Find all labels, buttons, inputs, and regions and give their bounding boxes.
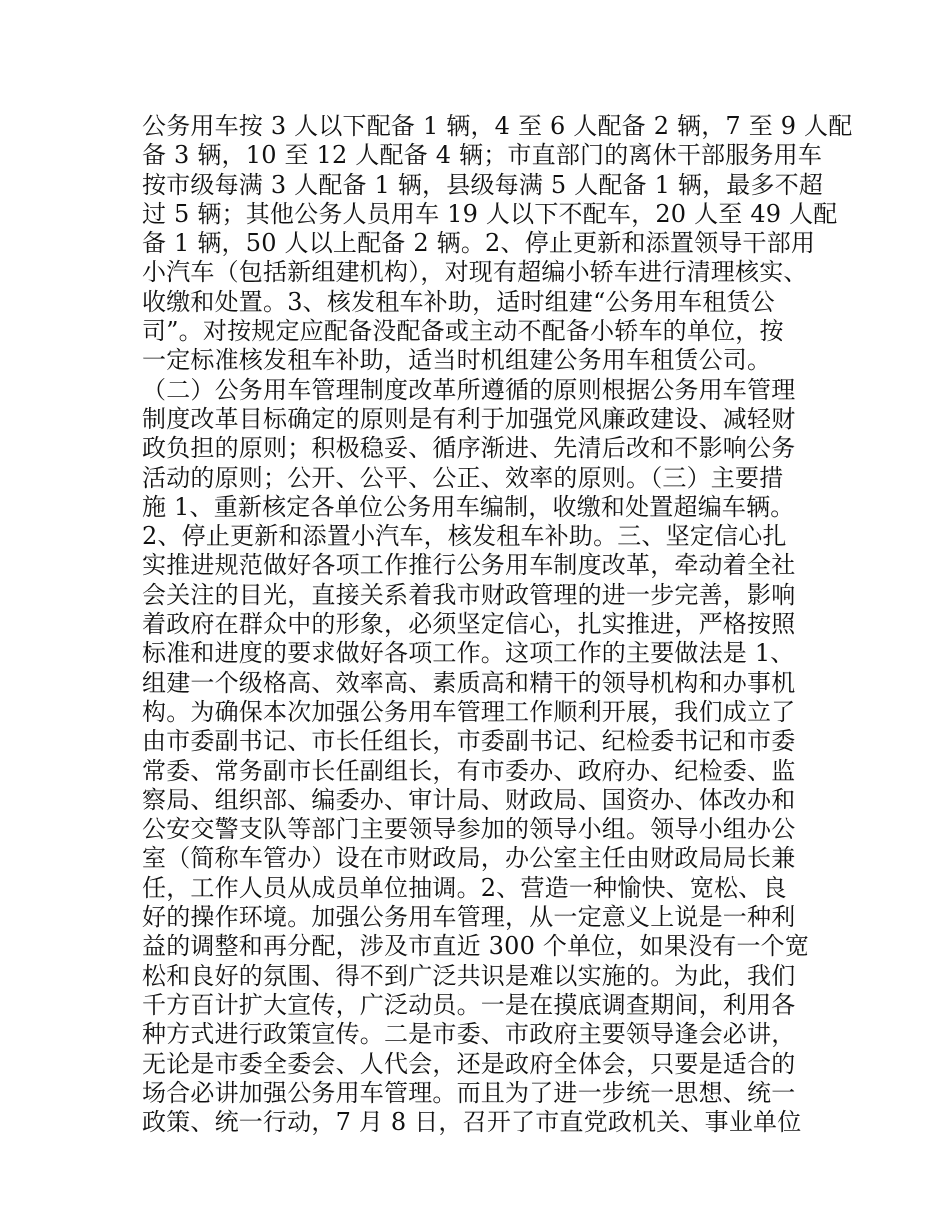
- body-text: [142, 112, 853, 1137]
- text-line: 备 1 辆，50 人以上配备 2 辆。2、停止更新和添置领导干部用: [142, 229, 816, 258]
- text-line: 着政府在群众中的形象，必须坚定信心，扎实推进，严格按照: [142, 610, 796, 639]
- text-line: 标准和进度的要求做好各项工作。这项工作的主要做法是 1、: [142, 639, 795, 668]
- text-line: 察局、组织部、编委办、审计局、财政局、国资办、体改办和: [142, 785, 796, 814]
- text-line: 组建一个级格高、效率高、素质高和精干的领导机构和办事机: [142, 668, 796, 697]
- text-line: 益的调整和再分配，涉及市直近 300 个单位，如果没有一个宽: [142, 932, 810, 961]
- text-line: 活动的原则；公开、公平、公正、效率的原则。（三）主要措: [142, 463, 784, 492]
- text-line: 按市级每满 3 人配备 1 辆，县级每满 5 人配备 1 辆，最多不超: [142, 170, 824, 199]
- text-line: 政负担的原则；积极稳妥、循序渐进、先清后改和不影响公务: [142, 434, 796, 463]
- text-line: 好的操作环境。加强公务用车管理，从一定意义上说是一种利: [142, 903, 796, 932]
- text-line: 构。为确保本次加强公务用车管理工作顺利开展，我们成立了: [142, 697, 796, 726]
- text-line: 种方式进行政策宣传。二是市委、市政府主要领导逢会必讲，: [142, 1020, 796, 1049]
- text-line: 2、停止更新和添置小汽车，核发租车补助。三、坚定信心扎: [142, 522, 787, 551]
- text-line: 公务用车按 3 人以下配备 1 辆，4 至 6 人配备 2 辆，7 至 9 人配: [142, 112, 853, 140]
- text-line: 无论是市委全委会、人代会，还是政府全体会，只要是适合的: [142, 1049, 796, 1078]
- text-line: 室（简称车管办）设在市财政局，办公室主任由财政局局长兼: [142, 844, 796, 873]
- text-line: 场合必讲加强公务用车管理。而且为了进一步统一思想、统一: [142, 1078, 796, 1107]
- text-line: 会关注的目光，直接关系着我市财政管理的进一步完善，影响: [142, 580, 796, 609]
- text-line: 司”。对按规定应配备没配备或主动不配备小轿车的单位，按: [142, 317, 784, 346]
- text-line: 施 1、重新核定各单位公务用车编制，收缴和处置超编车辆。: [142, 492, 795, 521]
- text-line: 松和良好的氛围、得不到广泛共识是难以实施的。为此，我们: [142, 961, 796, 990]
- text-line: （二）公务用车管理制度改革所遵循的原则根据公务用车管理: [142, 375, 796, 404]
- text-line: 公安交警支队等部门主要领导参加的领导小组。领导小组办公: [142, 815, 796, 844]
- text-line: 由市委副书记、市长任组长，市委副书记、纪检委书记和市委: [142, 727, 796, 756]
- text-line: 政策、统一行动，7 月 8 日，召开了市直党政机关、事业单位: [142, 1108, 802, 1137]
- text-line: 实推进规范做好各项工作推行公务用车制度改革，牵动着全社: [142, 551, 796, 580]
- text-line: 过 5 辆；其他公务人员用车 19 人以下不配车，20 人至 49 人配: [142, 199, 838, 228]
- text-line: 任，工作人员从成员单位抽调。2、营造一种愉快、宽松、良: [142, 873, 787, 902]
- text-line: 备 3 辆，10 至 12 人配备 4 辆；市直部门的离休干部服务用车: [142, 141, 823, 170]
- text-line: 制度改革目标确定的原则是有利于加强党风廉政建设、减轻财: [142, 404, 796, 433]
- text-line: 千方百计扩大宣传，广泛动员。一是在摸底调查期间，利用各: [142, 990, 796, 1019]
- text-line: 收缴和处置。3、核发租车补助，适时组建“公务用车租赁公: [142, 287, 775, 316]
- text-line: 小汽车（包括新组建机构），对现有超编小轿车进行清理核实、: [142, 258, 808, 287]
- text-line: 一定标准核发租车补助，适当时机组建公务用车租赁公司。: [142, 346, 772, 375]
- text-line: 常委、常务副市长任副组长，有市委办、政府办、纪检委、监: [142, 756, 796, 785]
